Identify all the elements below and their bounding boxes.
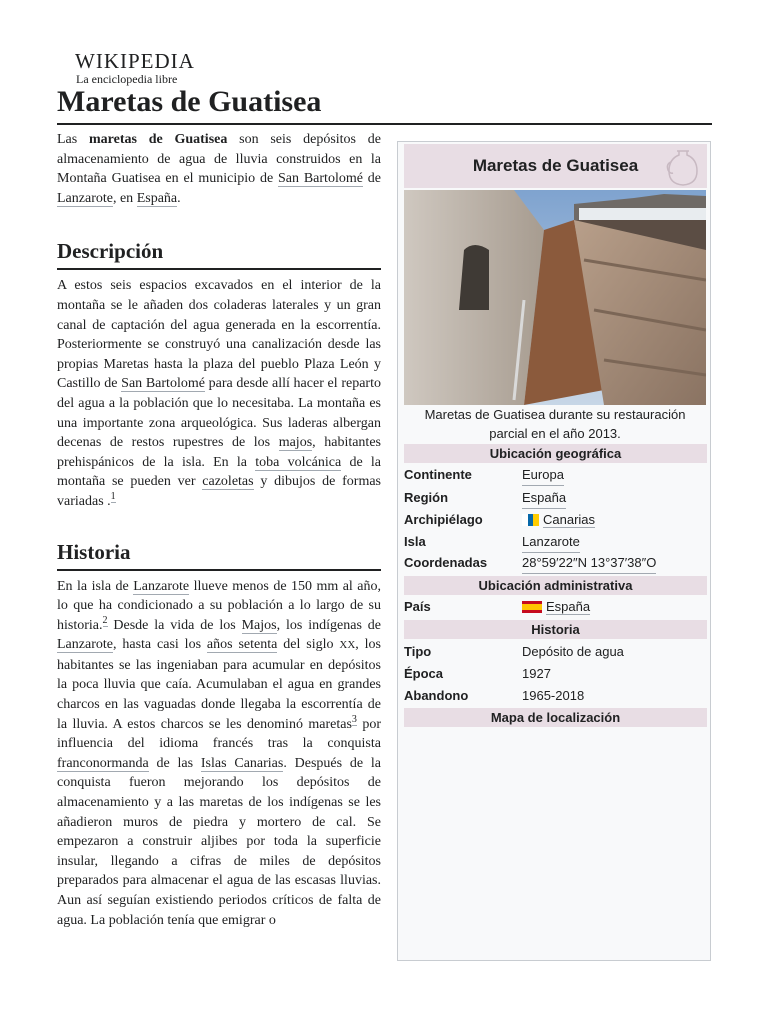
infobox bbox=[397, 141, 711, 961]
title-divider bbox=[57, 123, 712, 125]
link-islas-canarias[interactable]: Islas Canarias bbox=[200, 755, 284, 771]
row-label: Coordenadas bbox=[404, 555, 488, 570]
row-label: Isla bbox=[404, 534, 426, 549]
row-value: 1965-2018 bbox=[522, 688, 585, 703]
row-coordenadas bbox=[404, 553, 707, 573]
link-majos[interactable]: majos bbox=[278, 435, 313, 451]
link-san-bartolome-2[interactable]: San Bartolomé bbox=[121, 376, 205, 392]
row-value: Depósito de agua bbox=[522, 644, 624, 659]
row-label: Archipiélago bbox=[404, 512, 483, 527]
row-continente bbox=[404, 465, 707, 485]
section-historia: Historia bbox=[404, 620, 707, 639]
row-abandono bbox=[404, 686, 707, 706]
link-anos-setenta[interactable]: años setenta bbox=[206, 637, 278, 653]
wikipedia-logo[interactable] bbox=[75, 50, 195, 86]
link-toba-volcanica[interactable]: toba volcánica bbox=[255, 454, 342, 470]
link-coordenadas[interactable]: 28°59′22″N 13°37′38″O bbox=[522, 553, 656, 574]
logo-tagline: La enciclopedia libre bbox=[76, 72, 178, 86]
link-espana[interactable]: España bbox=[136, 190, 178, 206]
intro-paragraph: Las maretas de Guatisea son seis depósitos de almacenamiento de agua de lluvia construidos en la Montaña Guatisea en el municipio de San Bartolomé de Lanzarote, en España. bbox=[57, 132, 381, 206]
maretas-photo[interactable] bbox=[404, 190, 706, 405]
link-espana-region[interactable]: España bbox=[522, 488, 566, 509]
intro-bold-term: maretas de Guatisea bbox=[88, 132, 228, 147]
link-san-bartolome[interactable]: San Bartolomé bbox=[278, 171, 363, 187]
link-lanzarote-2[interactable]: Lanzarote bbox=[133, 578, 190, 594]
link-europa[interactable]: Europa bbox=[522, 465, 564, 486]
row-label: Abandono bbox=[404, 688, 469, 703]
link-lanzarote-3[interactable]: Lanzarote bbox=[57, 637, 113, 653]
row-isla bbox=[404, 532, 707, 552]
row-label: Época bbox=[404, 666, 444, 681]
page-title: Maretas de Guatisea bbox=[57, 85, 322, 118]
reference-3[interactable]: 3 bbox=[351, 714, 357, 725]
link-majos-2[interactable]: Majos bbox=[241, 617, 277, 633]
section-mapa-localizacion: Mapa de localización bbox=[404, 708, 707, 727]
historia-paragraph: En la isla de Lanzarote llueve menos de 150 mm al año, lo que ha condicionado a su población a lo largo de su historia.$^2$ Desde la vida de los Majos, los indígenas de Lanzarote, hasta casi los años setenta del siglo XX, los habitantes se las ingeniaban para acumular en depósitos la poca lluvia que caía. Acumulaban el agua en grandes charcos en las vaguadas donde llegaba la escorrentía de la lluvia. A estos charcos se les denominó maretas$^3$ por influencia del idioma francés tras la conquista franconormanda de las Islas Canarias. Después de la conquista fueron mejorando los depósitos de almacenamiento y a las maretas de los indígenas se les añadieron muros de piedra y mortero de cal. Se empezaron a construir aljibes por toda la superficie insular, llegando a cifras de miles de depósitos preparados para almacenar el agua de las escasas lluvias. Aun así seguían existiendo periodos críticos de falta de agua. La población tenía que emigrar o bbox=[57, 578, 381, 928]
logo-wordmark: WIKIPEDIA bbox=[75, 49, 195, 73]
link-lanzarote-isla[interactable]: Lanzarote bbox=[522, 532, 580, 553]
century-roman: XX bbox=[339, 639, 356, 652]
article-body bbox=[57, 130, 381, 930]
heading-historia: Historia bbox=[57, 539, 381, 571]
reference-1[interactable]: 1 bbox=[110, 491, 116, 503]
row-archipielago bbox=[404, 510, 707, 530]
row-pais bbox=[404, 597, 707, 617]
row-region bbox=[404, 488, 707, 508]
section-ubicacion-administrativa: Ubicación administrativa bbox=[404, 576, 707, 595]
link-espana-pais[interactable]: España bbox=[546, 599, 591, 614]
row-tipo bbox=[404, 642, 707, 662]
image-caption: Maretas de Guatisea durante su restauración parcial en el año 2013. bbox=[424, 407, 686, 441]
link-lanzarote[interactable]: Lanzarote bbox=[57, 190, 113, 206]
row-epoca bbox=[404, 664, 707, 684]
descripcion-paragraph: A estos seis espacios excavados en el interior de la montaña se le añaden dos coladeras laterales y un gran canal de captación del agua generada en la escorrentía. Posteriormente se construyó una canalización desde las propias Maretas hasta la plaza del pueblo Plaza León y Castillo de San Bartolomé para desde allí hacer el reparto del agua a la población que lo necesitaba. La montaña es una importante zona arqueológica. Sus laderas albergan decenas de restos rupestres de los majos, habitantes prehispánicos de la isla. En la toba volcánica de la montaña se pueden ver cazoletas y dibujos de formas variadas .$^1$ bbox=[57, 278, 381, 509]
reference-2[interactable]: 2 bbox=[102, 615, 108, 627]
row-value: 1927 bbox=[522, 666, 551, 681]
water-jar-icon bbox=[665, 148, 701, 188]
link-canarias[interactable]: Canarias bbox=[543, 512, 596, 527]
spain-flag-icon bbox=[522, 601, 542, 613]
canarias-flag-icon bbox=[522, 514, 539, 526]
row-label: Región bbox=[404, 490, 449, 505]
infobox-title: Maretas de Guatisea bbox=[404, 144, 707, 188]
heading-descripcion: Descripción bbox=[57, 238, 381, 270]
link-cazoletas[interactable]: cazoletas bbox=[202, 474, 254, 490]
row-label: Tipo bbox=[404, 644, 432, 659]
section-ubicacion-geografica: Ubicación geográfica bbox=[404, 444, 707, 463]
row-label: Continente bbox=[404, 467, 472, 482]
row-label: País bbox=[404, 599, 431, 614]
link-franconormanda[interactable]: franconormanda bbox=[57, 755, 149, 771]
